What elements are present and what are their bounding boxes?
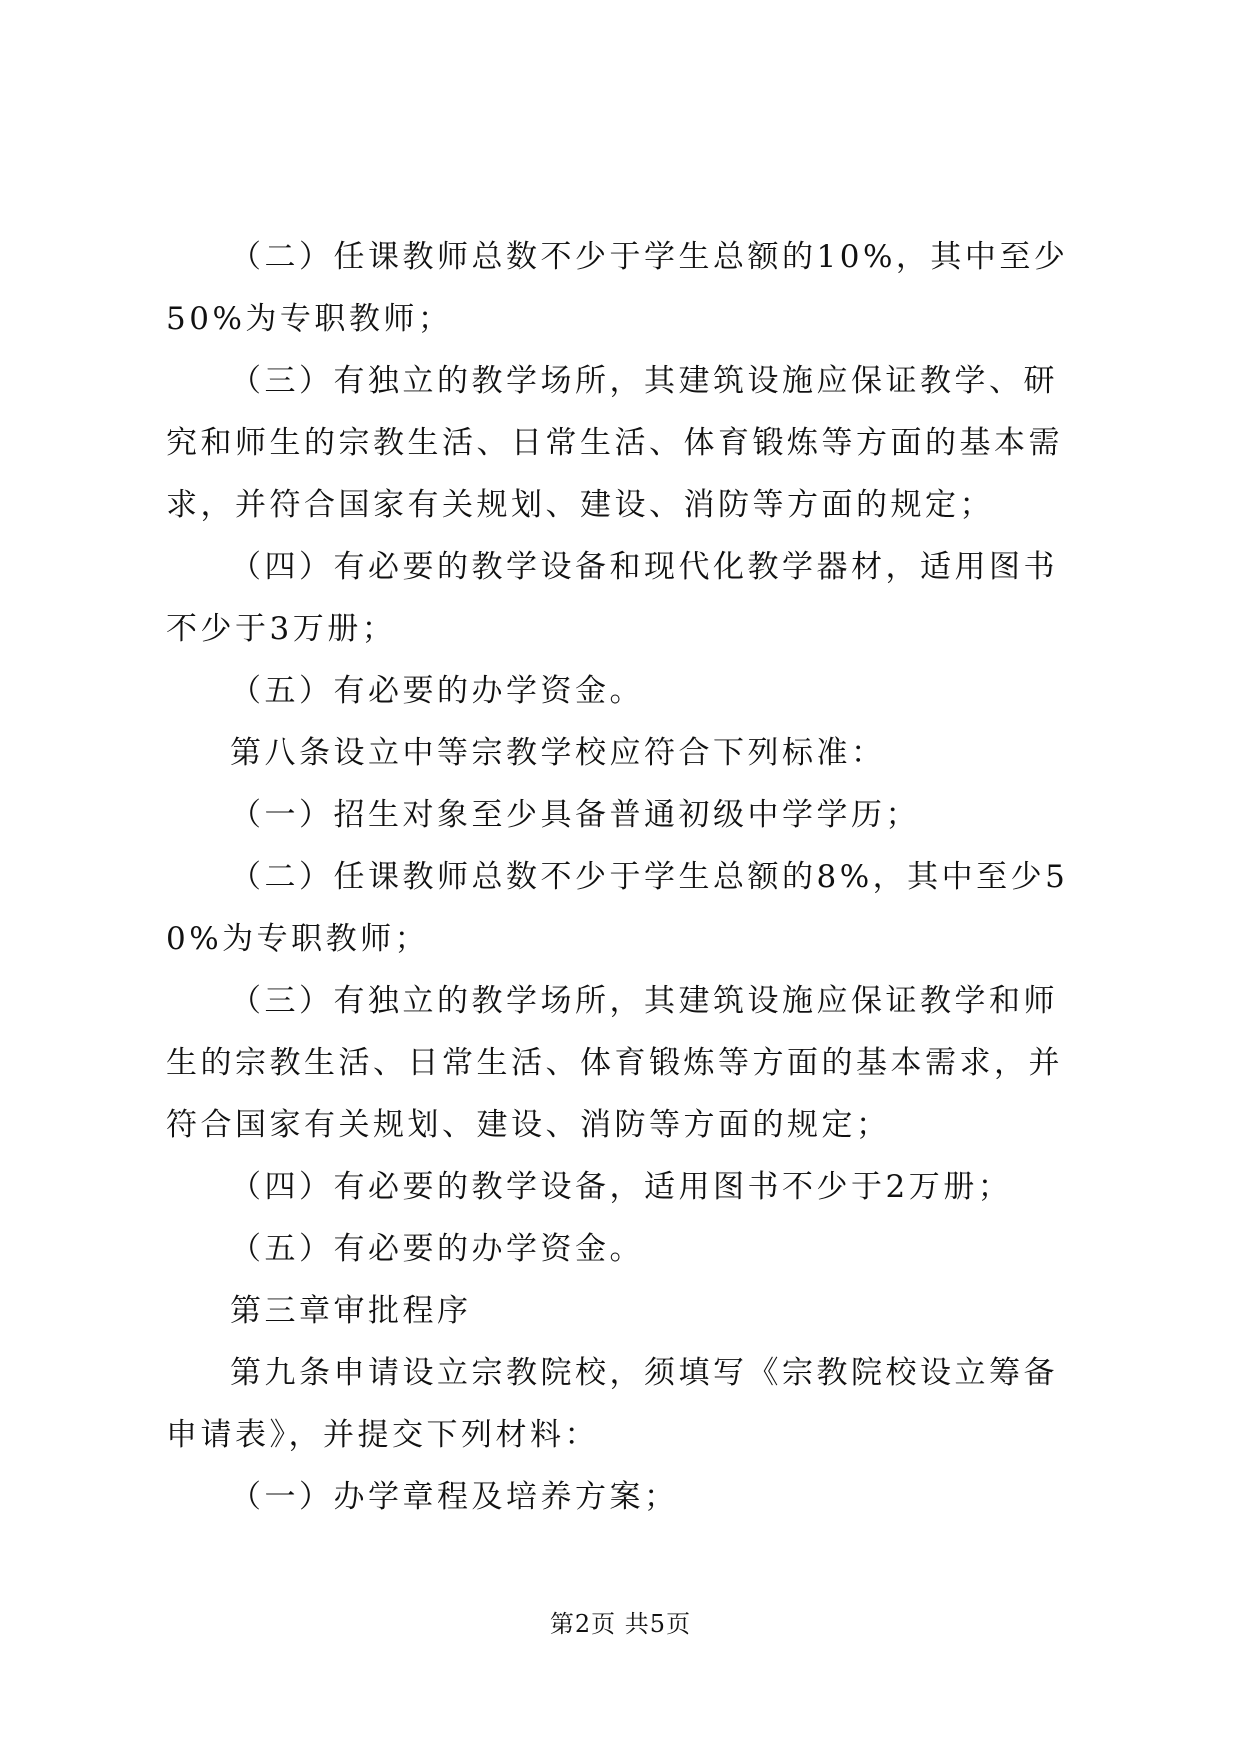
paragraph: （四）有必要的教学设备，适用图书不少于2万册； bbox=[230, 1169, 1013, 1205]
paragraph: 第八条设立中等宗教学校应符合下列标准： bbox=[230, 735, 886, 771]
paragraph: （三）有独立的教学场所，其建筑设施应保证教学和师生的宗教生活、日常生活、体育锻炼等方面的基本需求，并符合国家有关规划、建设、消防等方面的规定； bbox=[166, 983, 1063, 1143]
paragraph: （二）任课教师总数不少于学生总额的10%，其中至少50%为专职教师； bbox=[166, 239, 1069, 337]
paragraph: 第九条申请设立宗教院校，须填写《宗教院校设立筹备申请表》，并提交下列材料： bbox=[166, 1355, 1058, 1453]
paragraph: （一）招生对象至少具备普通初级中学学历； bbox=[230, 797, 920, 833]
paragraph: （五）有必要的办学资金。 bbox=[230, 673, 644, 709]
paragraph: （五）有必要的办学资金。 bbox=[230, 1231, 644, 1267]
paragraph: （三）有独立的教学场所，其建筑设施应保证教学、研究和师生的宗教生活、日常生活、体育锻炼等方面的基本需求，并符合国家有关规划、建设、消防等方面的规定； bbox=[166, 363, 1063, 523]
paragraph: （四）有必要的教学设备和现代化教学器材，适用图书不少于3万册； bbox=[166, 549, 1058, 647]
chapter-heading: 第三章审批程序 bbox=[230, 1293, 472, 1329]
page-number-footer: 第2页 共5页 bbox=[549, 1610, 692, 1638]
paragraph: （一）办学章程及培养方案； bbox=[230, 1479, 679, 1515]
document-body bbox=[166, 226, 1078, 1528]
paragraph: （二）任课教师总数不少于学生总额的8%，其中至少50%为专职教师； bbox=[166, 859, 1069, 957]
